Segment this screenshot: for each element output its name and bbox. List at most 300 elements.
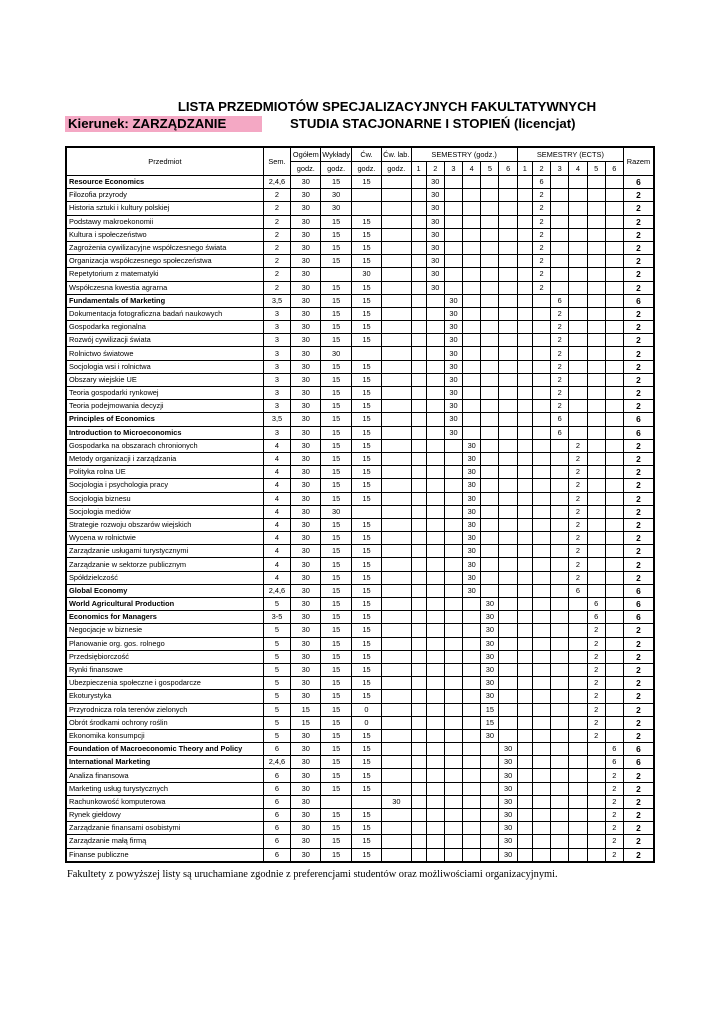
semester-ects-cell (605, 663, 623, 676)
total-ects-cell: 2 (623, 466, 654, 479)
semester-hours-cell (481, 756, 499, 769)
semester-ects-cell: 2 (605, 835, 623, 848)
semester-ects-cell: 2 (551, 321, 569, 334)
semester-ects-cell: 2 (532, 281, 550, 294)
subject-name: Socjologia biznesu (66, 492, 263, 505)
total-ects-cell: 2 (623, 518, 654, 531)
header-sem: Sem. (263, 147, 290, 176)
total-ects-cell: 2 (623, 452, 654, 465)
semester-ects-cell (532, 294, 550, 307)
semester-ects-cell (551, 518, 569, 531)
semester-hours-cell (411, 598, 426, 611)
semester-ects-cell (532, 347, 550, 360)
lab-hours-cell (382, 439, 411, 452)
lecture-hours-cell: 15 (321, 334, 351, 347)
semester-ects-cell (587, 769, 605, 782)
semester-hours-cell (444, 848, 462, 862)
semester-hours-cell: 30 (463, 439, 481, 452)
lecture-hours-cell: 15 (321, 545, 351, 558)
lab-hours-cell (382, 756, 411, 769)
semester-hours-cell (444, 215, 462, 228)
semester-ects-cell (517, 729, 532, 742)
semester-hours-cell (411, 584, 426, 597)
semester-ects-cell (587, 176, 605, 189)
semester-ects-cell: 2 (569, 505, 587, 518)
semester-hours-cell (463, 426, 481, 439)
semester-ects-cell (551, 809, 569, 822)
table-row (66, 360, 654, 373)
semester-hours-cell (499, 532, 517, 545)
subject-name: Ekoturystyka (66, 690, 263, 703)
semester-ects-cell (532, 703, 550, 716)
semester-hours-cell (481, 176, 499, 189)
semester-ects-cell (587, 400, 605, 413)
total-hours-cell: 30 (291, 835, 321, 848)
total-hours-cell: 30 (291, 268, 321, 281)
semester-cell: 4 (263, 479, 290, 492)
semester-hours-cell (463, 202, 481, 215)
semester-ects-cell (517, 176, 532, 189)
lecture-hours-cell: 30 (321, 189, 351, 202)
semester-hours-cell (499, 255, 517, 268)
semester-hours-cell (426, 294, 444, 307)
semester-hours-cell (411, 176, 426, 189)
lab-hours-cell (382, 202, 411, 215)
semester-ects-cell (532, 729, 550, 742)
semester-ects-cell (532, 637, 550, 650)
semester-ects-cell (605, 598, 623, 611)
semester-hours-cell (481, 255, 499, 268)
semester-ects-cell (551, 241, 569, 254)
lecture-hours-cell: 15 (321, 584, 351, 597)
total-ects-cell: 2 (623, 479, 654, 492)
lecture-hours-cell: 15 (321, 400, 351, 413)
total-hours-cell: 30 (291, 598, 321, 611)
semester-hours-cell: 30 (499, 756, 517, 769)
semester-hours-cell (426, 571, 444, 584)
semester-ects-cell (517, 782, 532, 795)
lab-hours-cell (382, 281, 411, 294)
semester-cell: 3 (263, 373, 290, 386)
semester-hours-cell: 30 (499, 835, 517, 848)
semester-hours-cell (463, 387, 481, 400)
semester-ects-cell (532, 769, 550, 782)
semester-ects-cell (551, 281, 569, 294)
semester-ects-cell (532, 650, 550, 663)
lecture-hours-cell: 15 (321, 703, 351, 716)
semester-hours-cell (426, 558, 444, 571)
semester-hours-cell (426, 743, 444, 756)
semester-ects-cell (532, 677, 550, 690)
semester-hours-cell (481, 241, 499, 254)
subject-name: Przedsiębiorczość (66, 650, 263, 663)
semester-ects-cell (532, 532, 550, 545)
subject-name: Negocjacje w biznesie (66, 624, 263, 637)
semester-ects-cell (587, 532, 605, 545)
semester-hours-cell (444, 650, 462, 663)
semester-cell: 4 (263, 505, 290, 518)
header-semester-ects-6: 6 (605, 162, 623, 176)
semester-hours-cell: 30 (426, 228, 444, 241)
lab-hours-cell (382, 663, 411, 676)
semester-ects-cell (569, 743, 587, 756)
semester-ects-cell (569, 782, 587, 795)
total-ects-cell: 6 (623, 756, 654, 769)
semester-hours-cell (463, 294, 481, 307)
semester-ects-cell (569, 281, 587, 294)
subject-name: Spółdzielczość (66, 571, 263, 584)
exercise-hours-cell: 15 (351, 321, 381, 334)
table-row (66, 400, 654, 413)
page-title: LISTA PRZEDMIOTÓW SPECJALIZACYJNYCH FAKULTATYWNYCH (177, 99, 597, 114)
semester-hours-cell (463, 848, 481, 862)
semester-hours-cell (411, 571, 426, 584)
total-hours-cell: 30 (291, 360, 321, 373)
total-ects-cell: 2 (623, 241, 654, 254)
total-ects-cell: 2 (623, 624, 654, 637)
lab-hours-cell (382, 307, 411, 320)
lab-hours-cell (382, 268, 411, 281)
semester-ects-cell (587, 835, 605, 848)
semester-hours-cell (426, 677, 444, 690)
total-ects-cell: 2 (623, 558, 654, 571)
table-row (66, 505, 654, 518)
total-ects-cell: 2 (623, 782, 654, 795)
lecture-hours-cell: 15 (321, 690, 351, 703)
semester-ects-cell (569, 387, 587, 400)
semester-ects-cell (605, 307, 623, 320)
semester-hours-cell (444, 176, 462, 189)
exercise-hours-cell: 15 (351, 176, 381, 189)
semester-ects-cell (517, 334, 532, 347)
total-hours-cell: 30 (291, 321, 321, 334)
semester-hours-cell (426, 334, 444, 347)
semester-hours-cell (463, 743, 481, 756)
semester-hours-cell (499, 518, 517, 531)
semester-ects-cell (532, 835, 550, 848)
semester-ects-cell: 2 (587, 624, 605, 637)
semester-ects-cell: 6 (605, 756, 623, 769)
semester-ects-cell (605, 360, 623, 373)
semester-ects-cell (551, 663, 569, 676)
semester-hours-cell (463, 809, 481, 822)
semester-cell: 3 (263, 307, 290, 320)
semester-hours-cell (499, 347, 517, 360)
total-ects-cell: 6 (623, 413, 654, 426)
semester-hours-cell (411, 729, 426, 742)
semester-hours-cell (411, 189, 426, 202)
semester-cell: 3 (263, 334, 290, 347)
semester-hours-cell (426, 809, 444, 822)
semester-hours-cell (463, 637, 481, 650)
semester-hours-cell: 30 (426, 241, 444, 254)
semester-hours-cell (411, 466, 426, 479)
semester-ects-cell (587, 202, 605, 215)
semester-ects-cell (517, 268, 532, 281)
semester-hours-cell (444, 558, 462, 571)
semester-ects-cell (551, 176, 569, 189)
semester-ects-cell (532, 756, 550, 769)
exercise-hours-cell: 15 (351, 663, 381, 676)
semester-hours-cell (499, 294, 517, 307)
semester-hours-cell (444, 584, 462, 597)
subject-name: Kultura i społeczeństwo (66, 228, 263, 241)
semester-hours-cell (411, 716, 426, 729)
semester-hours-cell (481, 452, 499, 465)
semester-hours-cell (411, 268, 426, 281)
lab-hours-cell (382, 347, 411, 360)
semester-hours-cell: 30 (444, 294, 462, 307)
semester-hours-cell: 30 (426, 189, 444, 202)
subject-name: Finanse publiczne (66, 848, 263, 862)
semester-cell: 4 (263, 439, 290, 452)
semester-ects-cell (569, 176, 587, 189)
lab-hours-cell (382, 809, 411, 822)
semester-cell: 3 (263, 360, 290, 373)
exercise-hours-cell: 30 (351, 268, 381, 281)
semester-ects-cell (532, 452, 550, 465)
semester-ects-cell: 2 (569, 571, 587, 584)
table-row (66, 835, 654, 848)
header-wyklady: Wykłady (321, 147, 351, 162)
semester-ects-cell (517, 611, 532, 624)
semester-ects-cell (587, 307, 605, 320)
semester-hours-cell (481, 347, 499, 360)
semester-ects-cell (587, 426, 605, 439)
semester-hours-cell (499, 452, 517, 465)
semester-ects-cell (587, 743, 605, 756)
semester-hours-cell: 30 (481, 624, 499, 637)
semester-ects-cell (605, 505, 623, 518)
lab-hours-cell (382, 321, 411, 334)
lab-hours-cell (382, 558, 411, 571)
semester-ects-cell: 6 (551, 294, 569, 307)
semester-hours-cell (463, 795, 481, 808)
semester-hours-cell (426, 466, 444, 479)
total-ects-cell: 6 (623, 584, 654, 597)
subject-name: Repetytorium z matematyki (66, 268, 263, 281)
semester-hours-cell (463, 598, 481, 611)
semester-ects-cell (569, 241, 587, 254)
semester-hours-cell (444, 466, 462, 479)
lab-hours-cell (382, 360, 411, 373)
semester-hours-cell (444, 677, 462, 690)
lecture-hours-cell: 15 (321, 387, 351, 400)
lecture-hours-cell: 15 (321, 479, 351, 492)
lecture-hours-cell: 15 (321, 729, 351, 742)
semester-ects-cell (517, 307, 532, 320)
semester-ects-cell (551, 215, 569, 228)
semester-hours-cell (426, 387, 444, 400)
semester-hours-cell (411, 281, 426, 294)
semester-hours-cell (499, 215, 517, 228)
header-semester-godz-2: 2 (426, 162, 444, 176)
total-ects-cell: 6 (623, 598, 654, 611)
semester-cell: 6 (263, 769, 290, 782)
total-hours-cell: 30 (291, 241, 321, 254)
semester-hours-cell: 30 (463, 545, 481, 558)
semester-ects-cell: 6 (587, 611, 605, 624)
semester-hours-cell (411, 518, 426, 531)
semester-ects-cell (605, 532, 623, 545)
semester-hours-cell: 30 (481, 690, 499, 703)
semester-hours-cell (499, 373, 517, 386)
semester-ects-cell (569, 716, 587, 729)
semester-hours-cell (444, 281, 462, 294)
semester-hours-cell (481, 782, 499, 795)
semester-hours-cell (463, 281, 481, 294)
lecture-hours-cell: 30 (321, 202, 351, 215)
semester-hours-cell (426, 532, 444, 545)
semester-ects-cell (517, 228, 532, 241)
semester-hours-cell (499, 241, 517, 254)
exercise-hours-cell: 15 (351, 373, 381, 386)
semester-hours-cell (499, 334, 517, 347)
total-ects-cell: 2 (623, 387, 654, 400)
semester-cell: 2,4,6 (263, 176, 290, 189)
semester-hours-cell (411, 400, 426, 413)
semester-hours-cell (499, 663, 517, 676)
semester-hours-cell (411, 545, 426, 558)
table-row (66, 387, 654, 400)
semester-cell: 6 (263, 743, 290, 756)
semester-cell: 4 (263, 545, 290, 558)
lecture-hours-cell: 15 (321, 769, 351, 782)
semester-ects-cell (532, 426, 550, 439)
semester-hours-cell (426, 769, 444, 782)
exercise-hours-cell: 15 (351, 650, 381, 663)
total-hours-cell: 30 (291, 743, 321, 756)
semester-ects-cell: 2 (605, 769, 623, 782)
semester-hours-cell (463, 756, 481, 769)
semester-ects-cell (551, 505, 569, 518)
semester-hours-cell (463, 360, 481, 373)
semester-ects-cell (551, 624, 569, 637)
semester-ects-cell (517, 769, 532, 782)
lab-hours-cell (382, 703, 411, 716)
semester-ects-cell (551, 189, 569, 202)
subject-name: Introduction to Microeconomics (66, 426, 263, 439)
semester-hours-cell (444, 835, 462, 848)
semester-ects-cell (517, 558, 532, 571)
semester-ects-cell: 2 (551, 373, 569, 386)
semester-hours-cell (499, 360, 517, 373)
semester-hours-cell: 30 (426, 281, 444, 294)
semester-hours-cell (499, 321, 517, 334)
lecture-hours-cell: 15 (321, 241, 351, 254)
semester-ects-cell (587, 228, 605, 241)
semester-ects-cell (605, 466, 623, 479)
semester-hours-cell (463, 189, 481, 202)
semester-ects-cell (517, 716, 532, 729)
lab-hours-cell: 30 (382, 795, 411, 808)
table-row (66, 598, 654, 611)
semester-hours-cell (481, 571, 499, 584)
total-ects-cell: 2 (623, 690, 654, 703)
total-ects-cell: 2 (623, 255, 654, 268)
total-ects-cell: 2 (623, 215, 654, 228)
semester-hours-cell (444, 756, 462, 769)
semester-hours-cell (411, 703, 426, 716)
lecture-hours-cell: 15 (321, 466, 351, 479)
lecture-hours-cell: 15 (321, 677, 351, 690)
semester-hours-cell (463, 677, 481, 690)
subject-name: Fundamentals of Marketing (66, 294, 263, 307)
header-cw: Ćw. (351, 147, 381, 162)
total-ects-cell: 2 (623, 373, 654, 386)
semester-ects-cell (605, 729, 623, 742)
semester-ects-cell (587, 848, 605, 862)
semester-ects-cell (569, 400, 587, 413)
semester-hours-cell (499, 558, 517, 571)
header-semester-ects-2: 2 (532, 162, 550, 176)
table-row (66, 795, 654, 808)
table-row (66, 189, 654, 202)
table-row (66, 663, 654, 676)
subject-name: Marketing usług turystycznych (66, 782, 263, 795)
semester-ects-cell (605, 215, 623, 228)
semester-ects-cell (517, 637, 532, 650)
exercise-hours-cell: 15 (351, 426, 381, 439)
semester-hours-cell (499, 584, 517, 597)
lab-hours-cell (382, 835, 411, 848)
header-semestry-ects: SEMESTRY (ECTS) (517, 147, 623, 162)
semester-cell: 3 (263, 347, 290, 360)
total-ects-cell: 2 (623, 835, 654, 848)
semester-hours-cell (444, 716, 462, 729)
semester-ects-cell: 2 (569, 466, 587, 479)
semester-ects-cell (532, 690, 550, 703)
semester-hours-cell (499, 466, 517, 479)
semester-hours-cell (426, 598, 444, 611)
semester-ects-cell (587, 439, 605, 452)
lecture-hours-cell: 30 (321, 347, 351, 360)
semester-hours-cell (463, 255, 481, 268)
semester-hours-cell (426, 729, 444, 742)
semester-ects-cell (551, 492, 569, 505)
table-row (66, 281, 654, 294)
semester-hours-cell (444, 202, 462, 215)
semester-ects-cell (605, 650, 623, 663)
total-ects-cell: 2 (623, 769, 654, 782)
total-hours-cell: 30 (291, 307, 321, 320)
semester-hours-cell: 30 (426, 268, 444, 281)
semester-ects-cell (517, 466, 532, 479)
semester-hours-cell (499, 202, 517, 215)
semester-ects-cell (605, 571, 623, 584)
total-ects-cell: 2 (623, 663, 654, 676)
semester-hours-cell (481, 492, 499, 505)
subject-name: Zarządzanie usługami turystycznymi (66, 545, 263, 558)
semester-hours-cell (499, 690, 517, 703)
semester-ects-cell (551, 255, 569, 268)
semester-ects-cell: 2 (587, 650, 605, 663)
semester-ects-cell (569, 228, 587, 241)
semester-ects-cell (569, 663, 587, 676)
exercise-hours-cell (351, 505, 381, 518)
semester-ects-cell (587, 518, 605, 531)
semester-cell: 2 (263, 241, 290, 254)
semester-hours-cell (411, 558, 426, 571)
semester-ects-cell (517, 703, 532, 716)
total-ects-cell: 2 (623, 268, 654, 281)
semester-cell: 3 (263, 321, 290, 334)
semester-ects-cell: 6 (569, 584, 587, 597)
subject-name: Gospodarka na obszarach chronionych (66, 439, 263, 452)
subject-name: Przyrodnicza rola terenów zielonych (66, 703, 263, 716)
lab-hours-cell (382, 716, 411, 729)
semester-ects-cell: 2 (532, 228, 550, 241)
